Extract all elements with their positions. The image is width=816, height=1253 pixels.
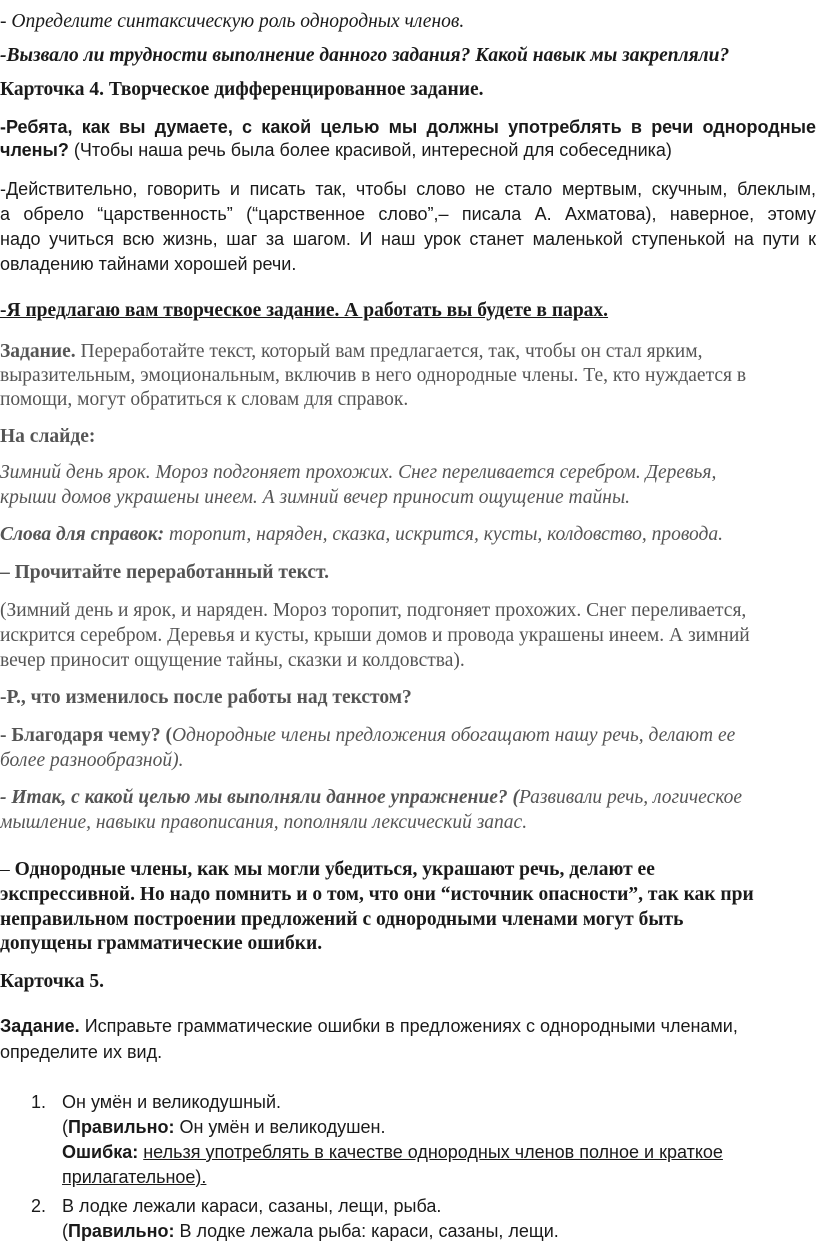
slide-label: На слайде:: [0, 426, 96, 447]
offer-heading: -Я предлагаю вам творческое задание. А работать вы будете в парах.: [0, 300, 609, 321]
card5-heading: Карточка 5.: [0, 971, 104, 992]
purpose-question-line2: члены? (Чтобы наша речь была более красивой, интересной для собеседника): [0, 140, 672, 160]
read-instruction: – Прочитайте переработанный текст.: [0, 562, 329, 583]
paragraph-line: -Действительно, говорить и писать так, чтобы слово не стало мертвым, скучным, блеклым,: [0, 179, 816, 199]
reworked-text-line: вечер приносит ощущение тайны, сказки и колдовства).: [0, 650, 465, 671]
reworked-text-line: искрится серебром. Деревья и кусты, крыши домов и провода украшены инеем. А зимний: [0, 625, 750, 646]
task-line: Задание. Переработайте текст, который вам предлагается, так, чтобы он стал ярким,: [0, 341, 703, 362]
difficulty-question: -Вызвало ли трудности выполнение данного задания? Какой навык мы закрепляли?: [0, 45, 730, 66]
purpose-exercise-question: - Итак, с какой целью мы выполняли данное упражнение? (Развивали речь, логическое: [0, 787, 743, 808]
conclusion-line: экспрессивной. Но надо помнить и о том, что они “источник опасности”, так как при: [0, 884, 754, 905]
purpose-exercise-answer: мышление, навыки правописания, пополняли лексический запас.: [0, 812, 528, 833]
task5-line: определите их вид.: [0, 1042, 163, 1062]
changes-question: -Р., что изменилось после работы над текстом?: [0, 687, 412, 708]
slide-text-line: Зимний день ярок. Мороз подгоняет прохожих. Снег переливается серебром. Деревья,: [0, 462, 717, 483]
conclusion-line: допущены грамматические ошибки.: [0, 933, 323, 954]
reworked-text-line: (Зимний день и ярок, и наряден. Мороз торопит, подгоняет прохожих. Снег переливается,: [0, 600, 747, 621]
instruction-line: - Определите синтаксическую роль однородных членов.: [0, 11, 465, 32]
thanks-question: - Благодаря чему? (Однородные члены предложения обогащают нашу речь, делают ее: [0, 725, 736, 746]
purpose-question-line1: -Ребята, как вы думаете, с какой целью мы должны употреблять в речи однородные: [0, 117, 816, 137]
conclusion-line: неправильном построении предложений с однородными членами могут быть: [0, 909, 684, 930]
paragraph-line: а обрело “царственность” (“царственное слово”,– писала А. Ахматова), наверное, этому: [0, 204, 816, 224]
conclusion-line: – Однородные члены, как мы могли убедиться, украшают речь, делают ее: [0, 859, 655, 880]
document-page: - Определите синтаксическую роль однородных членов. -Вызвало ли трудности выполнение данного задания? Какой навык мы закрепляли? Карточка 4. Творческое дифференцированное задание. -Ребята, как вы думаете, с какой целью мы должны употреблять в речи однородные члены? (Чтобы наша речь была более красивой, интересной для собеседника) -Действительно, говорить и писать так, чтобы слово не стало мертвым, скучным, блеклым, а обрело “царственность” (“царственное слово”,– писала А. Ахматова), наверное, этому надо учиться всю жизнь, шаг за шагом. И наш урок станет маленькой ступенькой на пути к овладению тайнами хорошей речи. -Я предлагаю вам творческое задание. А работать вы будете в парах. Задание. Переработайте текст, который вам предлагается, так, чтобы он стал ярким, выразительным, эмоциональным, включив в него однородные члены. Те, кто нуждается в помощи, могут обратиться к словам для справок. На слайде: Зимний день ярок. Мороз подгоняет прохожих. Снег переливается серебром. Деревья, крыши домов украшены инеем. А зимний вечер приносит ощущение тайны. Слова для справок: торопит, наряден, сказка, искрится, кусты, колдовство, провода. – Прочитайте переработанный текст. (Зимний день и ярок, и наряден. Мороз торопит, подгоняет прохожих. Снег переливается, искрится серебром. Деревья и кусты, крыши домов и провода украшены инеем. А зимний вечер приносит ощущение тайны, сказки и колдовства). -Р., что изменилось после работы над текстом? - Благодаря чему? (Однородные члены предложения обогащают нашу речь, делают ее более разнообразной). - Итак, с какой целью мы выполняли данное упражнение? (Развивали речь, логическое мышление, навыки правописания, пополняли лексический запас. – Однородные члены, как мы могли убедиться, украшают речь, делают ее экспрессивной. Но надо помнить и о том, что они “источник опасности”, так как при неправильном построении предложений с однородными членами могут быть допущены грамматические ошибки. Карточка 5. Задание. Исправьте грамматические ошибки в предложениях с однородными членами, определите их вид. 1. Он умён и великодушный. (Правильно: Он умён и великодушен. Ошибка: нельзя употреблять в качестве однородных членов полное и краткое прилагательное). 2. В лодке лежали караси, сазаны, лещи, рыба. (Правильно: В лодке лежала рыба: караси, сазаны, лещи.: [0, 11, 816, 1241]
task-line: помощи, могут обратиться к словам для справок.: [0, 389, 409, 410]
task-line: выразительным, эмоциональным, включив в него однородные члены. Те, кто нуждается в: [0, 365, 747, 386]
paragraph-line: надо учиться всю жизнь, шаг за шагом. И наш урок станет маленькой ступенькой на пути к: [0, 229, 816, 249]
slide-text-line: крыши домов украшены инеем. А зимний вечер приносит ощущение тайны.: [0, 487, 631, 508]
paragraph-line: овладению тайнами хорошей речи.: [0, 254, 297, 274]
reference-words: Слова для справок: торопит, наряден, сказка, искрится, кусты, колдовство, провода.: [0, 524, 724, 545]
thanks-answer: более разнообразной).: [0, 750, 184, 771]
card4-heading: Карточка 4. Творческое дифференцированное задание.: [0, 79, 484, 100]
task5-line: Задание. Исправьте грамматические ошибки в предложениях с однородными членами,: [0, 1016, 738, 1036]
